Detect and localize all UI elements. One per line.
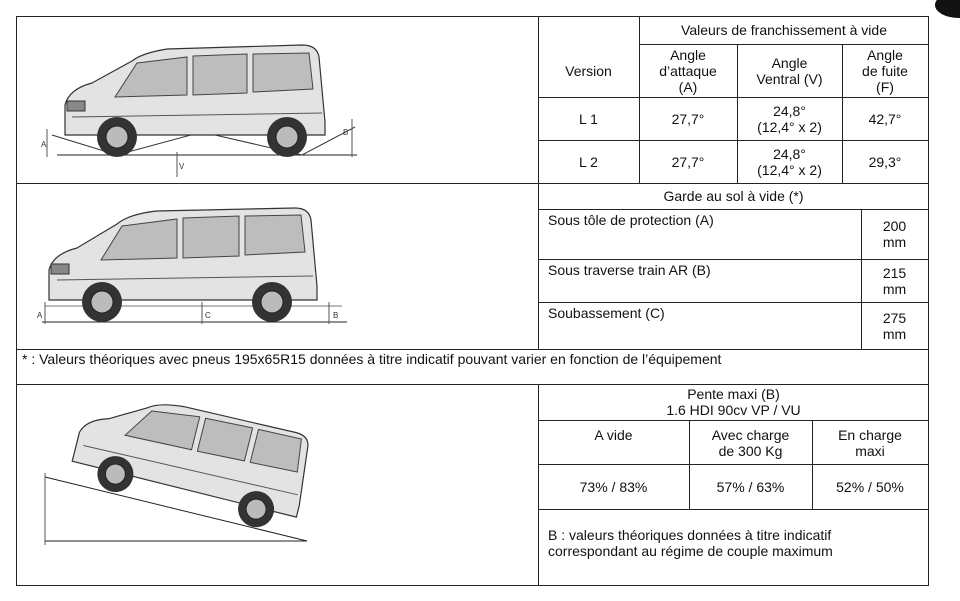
label-v: V (179, 162, 185, 171)
s2-row3-value-num: 275 (882, 309, 907, 326)
s1-row1-version: L 1 (579, 110, 598, 127)
s1-row2-ventral (737, 140, 842, 183)
s2-row1-label: Sous tôle de protection (A) (548, 212, 714, 228)
car-slope-diagram (17, 385, 537, 585)
s3-header-l1: Pente maxi (B) (687, 386, 780, 402)
s1-col-attack-l3: (A) (678, 78, 698, 95)
s3-header (538, 384, 929, 420)
s2-row1-value-num: 200 (882, 218, 907, 234)
label-b2: B (333, 311, 339, 320)
s1-row2-version: L 2 (579, 153, 598, 170)
s1-col-leak (842, 44, 928, 97)
s1-col-leak-l2: de fuite (862, 62, 908, 79)
s3-col1-l1: A vide (594, 427, 633, 443)
s1-col-leak-l3: (F) (876, 78, 894, 95)
s1-row1-attack: 27,7° (671, 110, 705, 127)
s3-col3-l2: maxi (855, 443, 885, 459)
label-f: B (343, 128, 349, 137)
s1-col-ventral (737, 44, 842, 97)
s1-row2-attack: 27,7° (671, 153, 705, 170)
s3-line (538, 509, 929, 510)
s2-header: Garde au sol à vide (*) (663, 188, 804, 204)
s3-col3 (812, 420, 928, 464)
s2-row2-value (861, 259, 928, 302)
s3-val3: 52% / 50% (836, 478, 904, 495)
s2-row1-value-unit: mm (882, 234, 907, 250)
s1-col-attack-l1: Angle (670, 46, 706, 63)
footnote: * : Valeurs théoriques avec pneus 195x65R15 données à titre indicatif pouvant varier en fonction de l’équipement (22, 351, 722, 367)
s1-row1-ventral (737, 97, 842, 140)
s3-header-l2: 1.6 HDI 90cv VP / VU (666, 402, 801, 418)
wheel-front-2 (82, 282, 122, 322)
label-a2: A (37, 311, 43, 320)
s1-col-attack (639, 44, 737, 97)
s3-col2 (689, 420, 812, 464)
s3-col2-l2: de 300 Kg (718, 443, 783, 459)
s3-val2: 57% / 63% (716, 478, 785, 495)
s2-row2-label: Sous traverse train AR (B) (548, 262, 711, 278)
car-body-3 (67, 385, 316, 537)
s1-row1-ventral-l2: (12,4° x 2) (757, 118, 822, 135)
s2-row2-value-num: 215 (882, 264, 907, 281)
s1-col-leak-l1: Angle (867, 46, 903, 63)
s1-row1-ventral-l1: 24,8° (773, 102, 806, 119)
s2-row1-value (861, 209, 928, 259)
corner-mark (935, 0, 960, 18)
s1-header: Valeurs de franchissement à vide (681, 22, 887, 38)
s2-row2-value-unit: mm (882, 280, 907, 297)
wheel-rear-2 (252, 282, 292, 322)
s3-col1 (538, 420, 689, 464)
label-c2: C (205, 311, 211, 320)
label-a: A (41, 140, 47, 149)
car-angles-diagram (17, 17, 537, 183)
s2-row3-value-unit: mm (882, 325, 907, 342)
s3-note-l1: B : valeurs théoriques données à titre indicatif (548, 527, 832, 543)
wheel-front-1 (97, 117, 137, 157)
s1-row2-leak: 29,3° (868, 153, 902, 170)
s3-col3-l1: En charge (838, 427, 902, 443)
s1-row2-ventral-l1: 24,8° (773, 145, 806, 162)
s1-row2-ventral-l2: (12,4° x 2) (757, 161, 822, 178)
s3-note (548, 527, 923, 559)
s1-col-ventral-l2: Ventral (V) (756, 70, 823, 87)
s3-val1: 73% / 83% (579, 478, 648, 495)
s3-note-l2: correspondant au régime de couple maximum (548, 543, 833, 559)
s2-row3-label: Soubassement (C) (548, 305, 665, 321)
s1-col-version: Version (565, 62, 612, 79)
car-clearance-diagram (17, 184, 537, 349)
s2-row3-value (861, 302, 928, 349)
border-bottom (16, 585, 929, 586)
s1-row1-leak: 42,7° (868, 110, 902, 127)
border-right (928, 16, 929, 586)
s3-col2-l1: Avec charge (711, 427, 790, 443)
s1-col-ventral-l1: Angle (771, 54, 808, 71)
s1-col-attack-l2: d’attaque (659, 62, 717, 79)
wheel-rear-1 (267, 117, 307, 157)
